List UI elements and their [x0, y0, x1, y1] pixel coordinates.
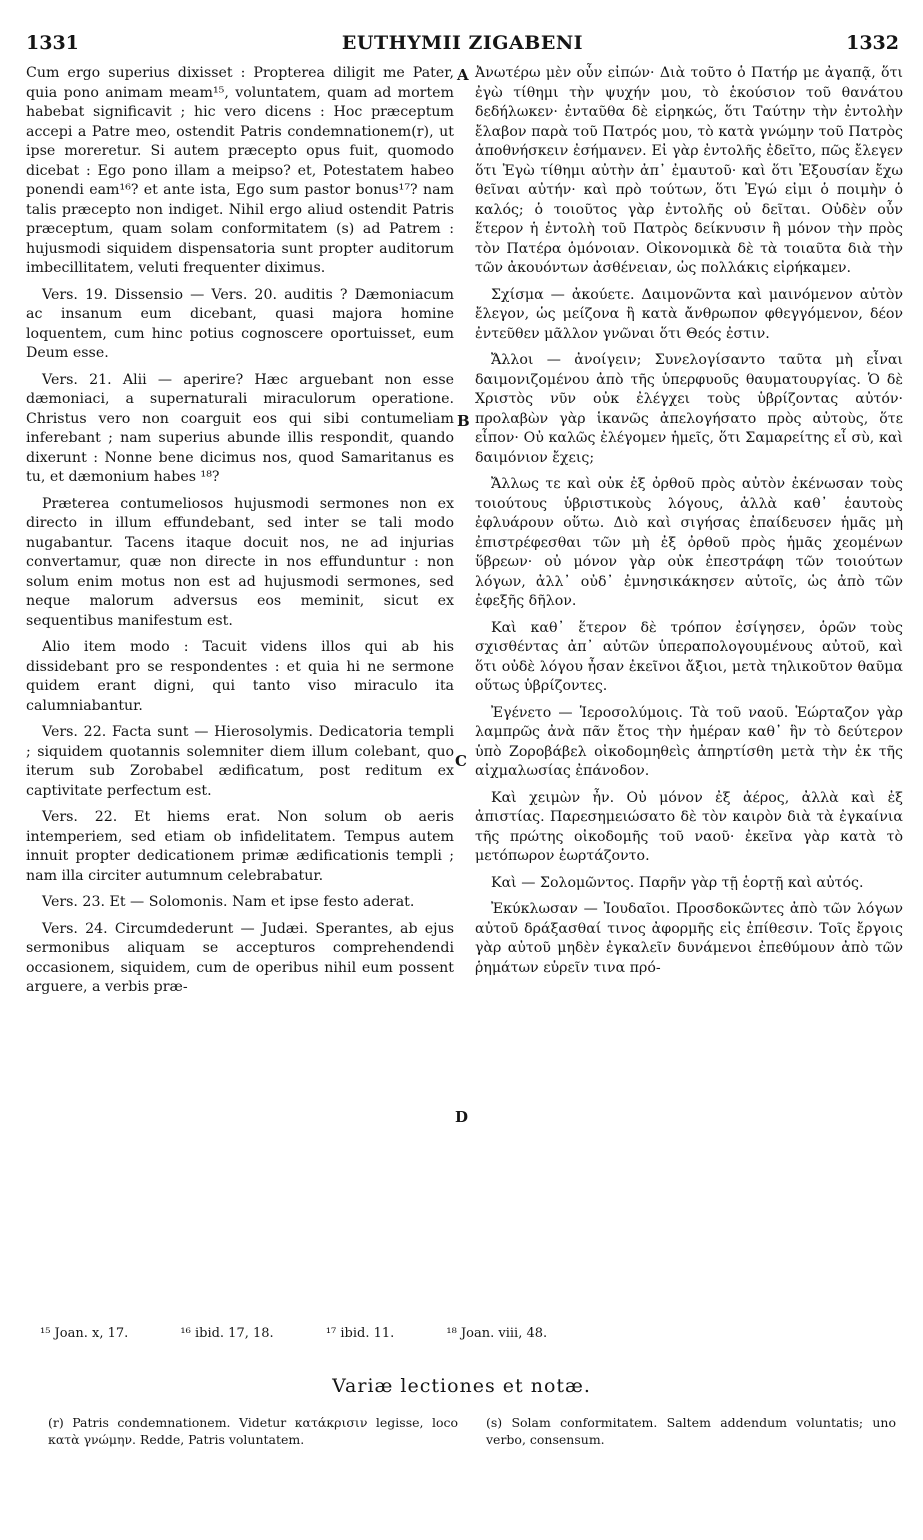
- greek-paragraph: Ἄλλως τε καὶ οὐκ ἐξ ὀρθοῦ πρὸς αὐτὸν ἐκένωσαν τοὺς τοιούτους ὑβριστικοὺς λόγους, ἀλλὰ καθ᾽ ἑαυτοὺς ἐφλυάρουν οὕτω. Διὸ καὶ σιγήσας ἐπαίδευσεν ἡμᾶς μὴ ἐπιστρέφεσθαι τῶν μὴ ἐξ ὀρθοῦ πρὸς ἡμᾶς χεομένων ὕβρεων· οὐ μόνον γὰρ οὐκ ἐπεστράφη τῶν τοιούτων λόγων, ἀλλ᾽ οὐδ᾽ ἐμνησικάκησεν αὐτοῖς, ὡς ἀπὸ τῶν ἐφεξῆς δῆλον.: [475, 476, 903, 609]
- margin-letter-b: B: [457, 412, 470, 430]
- latin-paragraph: Vers. 21. Alii — aperire? Hæc arguebant non esse dæmoniaci, a supernaturali miraculorum operatione. Christus vero non coarguit eos qui sibi contumeliam inferebant ; nam superius abunde illis respondit, quando dixerunt : Nonne bene dicimus nos, quod Samaritanus es tu, et dæmonium habes ¹⁸?: [26, 371, 454, 485]
- footnotes: [40, 1326, 900, 1341]
- page-number-left: 1331: [26, 32, 79, 54]
- greek-column: [475, 64, 903, 985]
- footnote: ¹⁶ ibid. 17, 18.: [180, 1326, 274, 1341]
- footnote: ¹⁸ Joan. viii, 48.: [446, 1326, 548, 1341]
- greek-paragraph: Ἀνωτέρω μὲν οὖν εἰπών· Διὰ τοῦτο ὁ Πατήρ με ἀγαπᾷ, ὅτι ἐγὼ τίθημι τὴν ψυχήν μου, τὸ ἑκούσιον τοῦ θανάτου δεδήλωκεν· ἐνταῦθα δὲ εἰρηκώς, ὅτι Ταύτην τὴν ἐντολὴν ἔλαβον παρὰ τοῦ Πατρός μου, τὸ κατὰ γνώμην τοῦ Πατρὸς ἀποθνήσκειν ἐσήμανεν. Εἰ γὰρ ἐντολῆς ἐδεῖτο, πῶς ἔλεγεν ὅτι Ἐγὼ τίθημι αὐτὴν ἀπ᾽ ἐμαυτοῦ· καὶ ὅτι Ἐξουσίαν ἔχω θεῖναι αὐτήν· καὶ πρὸ τούτων, ὅτι Ἐγώ εἰμι ὁ ποιμὴν ὁ καλός; ὁ τοιοῦτος γὰρ ἐντολῆς οὐ δεῖται. Οὐδὲν οὖν ἕτερον ἡ ἐντολὴ τοῦ Πατρὸς δείκνυσιν ἢ μόνον τὴν πρὸς τὸν Πατέρα ὁμόνοιαν. Οἰκονομικὰ δὲ τὰ τοιαῦτα διὰ τὴν τῶν ἀκουόντων ἀσθένειαν, ὡς πολλάκις εἰρήκαμεν.: [475, 65, 903, 276]
- running-title: EUTHYMII ZIGABENI: [341, 32, 584, 54]
- latin-paragraph: Vers. 19. Dissensio — Vers. 20. auditis ? Dæmoniacum ac insanum eum dicebant, quasi majora homine loquentem, cum hinc potius cognoscere oportuisset, eum Deum esse.: [26, 286, 454, 361]
- margin-letter-a: A: [457, 66, 469, 84]
- greek-paragraph: Ἐκύκλωσαν — Ἰουδαῖοι. Προσδοκῶντες ἀπὸ τῶν λόγων αὐτοῦ δράξασθαί τινος ἀφορμῆς εἰς ἐπίθεσιν. Τοῖς ἔργοις γὰρ αὐτοῦ μηδὲν ἐγκαλεῖν δυνάμενοι ἐπεθύμουν ἀπὸ τῶν ῥημάτων εὑρεῖν τινα πρό-: [475, 901, 903, 976]
- running-header: [26, 32, 899, 62]
- margin-letter-c: C: [455, 752, 467, 770]
- latin-paragraph: Cum ergo superius dixisset : Propterea diligit me Pater, quia pono animam meam¹⁵, voluntatem, quam ad mortem habebat significavit ; hic vero dicens : Hoc præceptum accepi a Patre meo, ostendit Patris condemnationem(r), ut ipse moreretur. Si autem præcepto opus fuit, quomodo dicebat : Ego pono illam a meipso? et, Potestatem habeo ponendi eam¹⁶? et ante ista, Ego sum pastor bonus¹⁷? nam talis præcepto non indiget. Nihil ergo aliud ostendit Patris præceptum, quam solam conformitatem (s) ad Patrem : hujusmodi siquidem dispensatoria sunt propter auditorum imbecillitatem, veluti frequenter diximus.: [26, 65, 454, 276]
- margin-letter-d: D: [455, 1108, 469, 1126]
- page-number-right: 1332: [846, 32, 899, 54]
- latin-paragraph: Vers. 22. Et hiems erat. Non solum ob aeris intemperiem, sed etiam ob infidelitatem. Tempus autem innuit propter dedicationem primæ ædificationis templi ; nam illa circiter autumnum celebrabatur.: [26, 809, 454, 884]
- variae-title: Variæ lectiones et notæ.: [332, 1375, 591, 1397]
- variae-note-left: (r) Patris condemnationem. Videtur κατάκρισιν legisse, loco κατὰ γνώμην. Redde, Patris voluntatem.: [48, 1415, 458, 1447]
- greek-paragraph: Σχίσμα — ἀκούετε. Δαιμονῶντα καὶ μαινόμενον αὐτὸν ἔλεγον, ὡς μείζονα ἢ κατὰ ἄνθρωπον φθεγγόμενον, δέον ἐντεῦθεν μᾶλλον γνῶναι ὅτι Θεός ἐστιν.: [475, 286, 903, 342]
- greek-paragraph: Ἐγένετο — Ἱεροσολύμοις. Τὰ τοῦ ναοῦ. Ἑώρταζον γὰρ λαμπρῶς ἀνὰ πᾶν ἔτος τὴν ἡμέραν καθ᾽ ἣν τὸ δεύτερον ὑπὸ Ζοροβάβελ οἰκοδομηθεὶς ἀπηρτίσθη μετὰ τὴν ἐκ τῆς αἰχμαλωσίας ἐπάνοδον.: [475, 704, 903, 779]
- greek-paragraph: Καὶ χειμὼν ἦν. Οὐ μόνον ἐξ ἀέρος, ἀλλὰ καὶ ἐξ ἀπιστίας. Παρεσημειώσατο δὲ τὸν καιρὸν διὰ τὰ ἐγκαίνια τῆς πρώτης οἰκοδομῆς τοῦ ναοῦ· ἐκεῖνα γὰρ κατὰ τὸ μετόπωρον ἑωρτάζοντο.: [475, 789, 903, 864]
- variae-note-right: (s) Solam conformitatem. Saltem addendum voluntatis; uno verbo, consensum.: [486, 1415, 896, 1447]
- footnote: ¹⁵ Joan. x, 17.: [40, 1326, 129, 1341]
- greek-paragraph: Καὶ — Σολομῶντος. Παρῆν γὰρ τῇ ἑορτῇ καὶ αὐτός.: [491, 874, 864, 891]
- greek-paragraph: Ἄλλοι — ἀνοίγειν; Συνελογίσαντο ταῦτα μὴ εἶναι δαιμονιζομένου ἀπὸ τῆς ὑπερφυοῦς θαυματουργίας. Ὁ δὲ Χριστὸς νῦν οὐκ ἐλέγχει τοὺς ὑβρίζοντας αὐτόν· προλαβὼν γὰρ ἱκανῶς ἀπελογήσατο πρὸς αὐτοὺς, ὅτε εἶπον· Οὐ καλῶς ἐλέγομεν ἡμεῖς, ὅτι Σαμαρείτης εἶ σὺ, καὶ δαιμόνιον ἔχεις;: [475, 352, 903, 466]
- latin-paragraph: Vers. 22. Facta sunt — Hierosolymis. Dedicatoria templi ; siquidem quotannis solemniter diem illum colebant, quo iterum sub Zorobabel ædificatum, post reditum ex captivitate perfectum est.: [26, 724, 454, 799]
- latin-paragraph: Præterea contumeliosos hujusmodi sermones non ex directo in illum effundebant, sed inter se tali modo nugabantur. Tacens itaque docuit nos, ne ad injurias convertamur, quæ non directe in nos effunduntur : non solum enim motus non est ad hujusmodi sermones, sed neque malorum adversus eos meminit, sicut ex sequentibus manifestum est.: [26, 495, 454, 629]
- latin-column: [26, 64, 454, 1005]
- footnote: ¹⁷ ibid. 11.: [325, 1326, 395, 1341]
- latin-paragraph: Alio item modo : Tacuit videns illos qui ab his dissidebant pro se respondentes : et quia hi ne sermone quidem erant digni, qui tanto viso miraculo ita calumniabantur.: [26, 639, 454, 714]
- latin-paragraph: Vers. 24. Circumdederunt — Judæi. Sperantes, ab ejus sermonibus aliquam se accepturos comprehendendi occasionem, siquidem, cum de operibus nihil eum possent arguere, a verbis præ-: [26, 920, 454, 995]
- greek-paragraph: Καὶ καθ᾽ ἕτερον δὲ τρόπον ἐσίγησεν, ὁρῶν τοὺς σχισθέντας ἀπ᾽ αὐτῶν ὑπεραπολογουμένους αὐτοῦ, καὶ ὅτι οὐδὲ λόγου ἦσαν ἐκεῖνοι ἄξιοι, μετὰ τηλικοῦτον θαῦμα οὕτως ὑβρίζοντες.: [475, 619, 903, 694]
- latin-paragraph: Vers. 23. Et — Solomonis. Nam et ipse festo aderat.: [42, 894, 415, 910]
